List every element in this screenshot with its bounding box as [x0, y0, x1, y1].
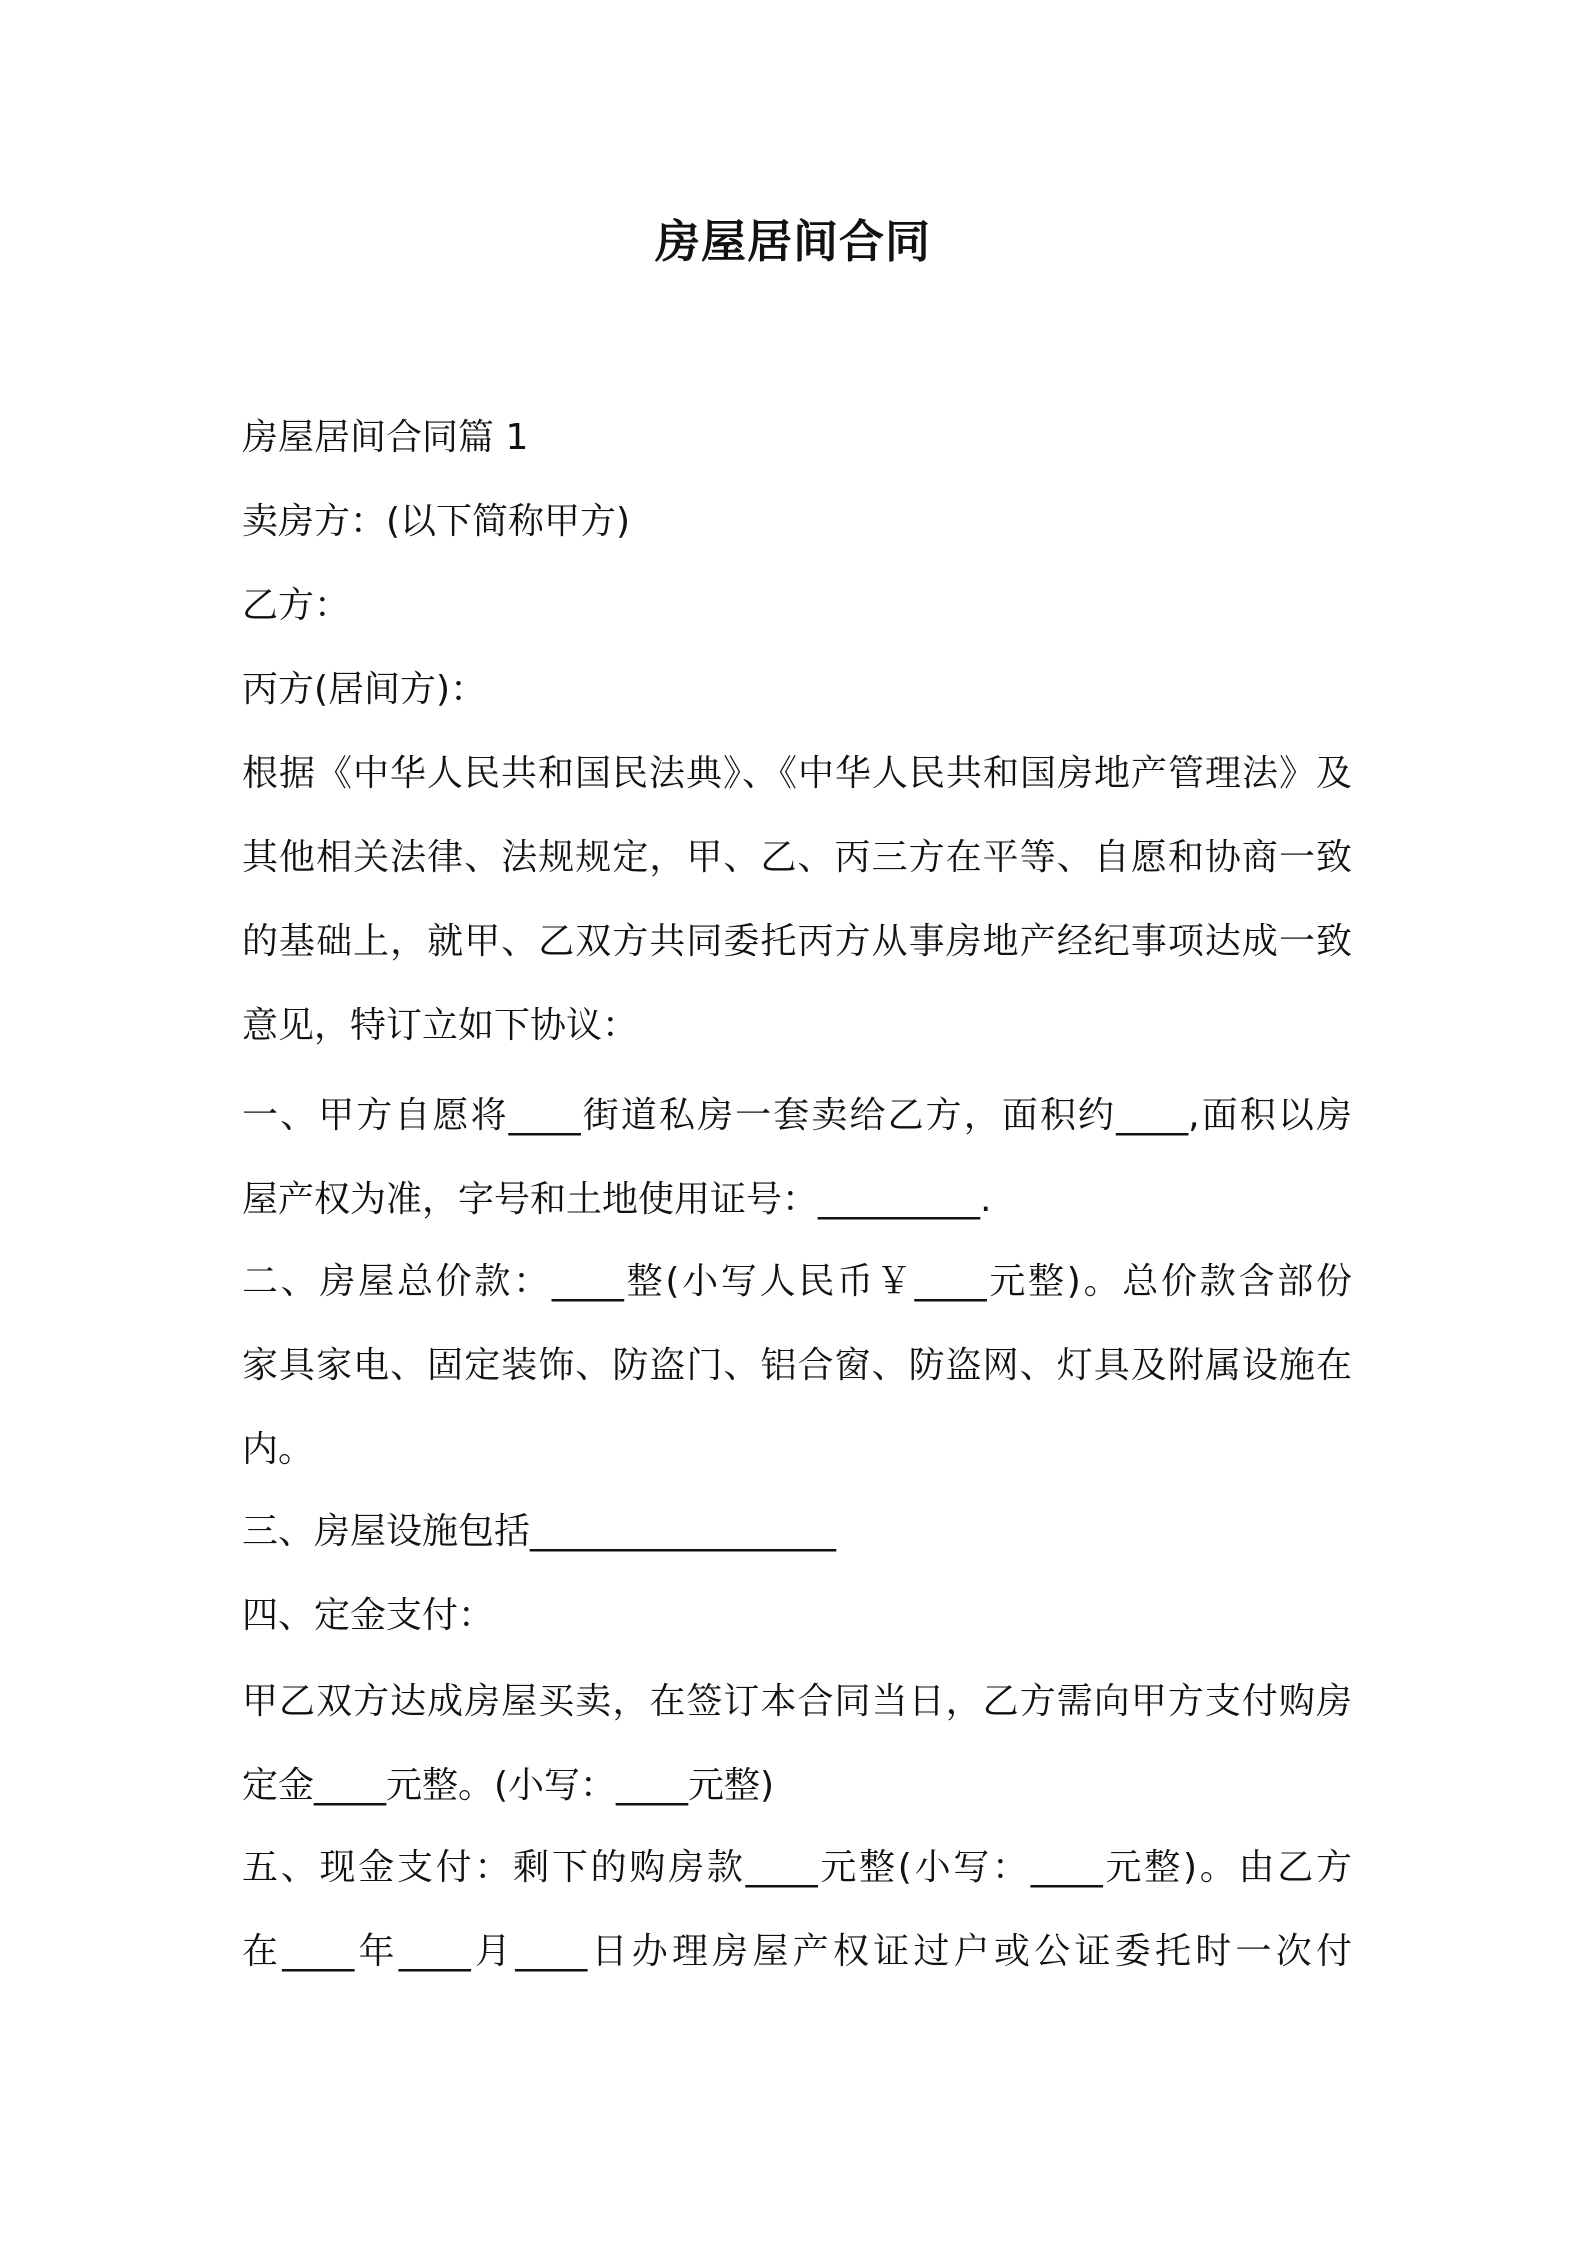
- paragraph-line: 定金____元整。(小写：____元整): [242, 1765, 775, 1806]
- document-body-top: [242, 396, 1352, 732]
- clause-4-heading: 四、定金支付：: [242, 1595, 495, 1636]
- paragraph-line: 其他相关法律、法规规定，甲、乙、丙三方在平等、自愿和协商一致: [242, 837, 1352, 878]
- paragraph-line: 五、现金支付：剩下的购房款____元整(小写：____元整)。由乙方: [242, 1847, 1352, 1888]
- clause-3: [242, 1490, 1352, 1658]
- clause-5: [242, 1826, 1352, 1994]
- clause-2: [242, 1240, 1352, 1492]
- document-title: 房屋居间合同: [654, 215, 931, 268]
- paragraph-line: 意见，特订立如下协议：: [242, 1005, 639, 1046]
- paragraph-line: 甲乙双方达成房屋买卖，在签订本合同当日，乙方需向甲方支付购房: [242, 1681, 1352, 1722]
- paragraph-line: 根据《中华人民共和国民法典》、《中华人民共和国房地产管理法》及: [242, 753, 1352, 794]
- section-heading: 房屋居间合同篇 1: [242, 417, 529, 458]
- paragraph-line: 二、房屋总价款：____整(小写人民币￥____元整)。总价款含部份: [242, 1261, 1352, 1302]
- paragraph-line: 在____年____月____日办理房屋产权证过户或公证委托时一次付: [242, 1931, 1352, 1972]
- paragraph-line: 三、房屋设施包括_________________: [242, 1511, 837, 1552]
- party-b-line: 乙方：: [242, 585, 351, 626]
- paragraph-line: 的基础上，就甲、乙双方共同委托丙方从事房地产经纪事项达成一致: [242, 921, 1352, 962]
- paragraph-line: 家具家电、固定装饰、防盗门、铝合窗、防盗网、灯具及附属设施在: [242, 1345, 1352, 1386]
- clause-1: [242, 1074, 1352, 1242]
- preamble-paragraph: [242, 732, 1352, 1068]
- paragraph-line: 屋产权为准，字号和土地使用证号：_________.: [242, 1179, 992, 1220]
- seller-line: 卖房方：(以下简称甲方): [242, 501, 631, 542]
- paragraph-line: 内。: [242, 1429, 315, 1470]
- party-c-line: 丙方(居间方)：: [242, 669, 487, 710]
- clause-4: [242, 1660, 1352, 1828]
- paragraph-line: 一、甲方自愿将____街道私房一套卖给乙方，面积约____,面积以房: [242, 1095, 1352, 1136]
